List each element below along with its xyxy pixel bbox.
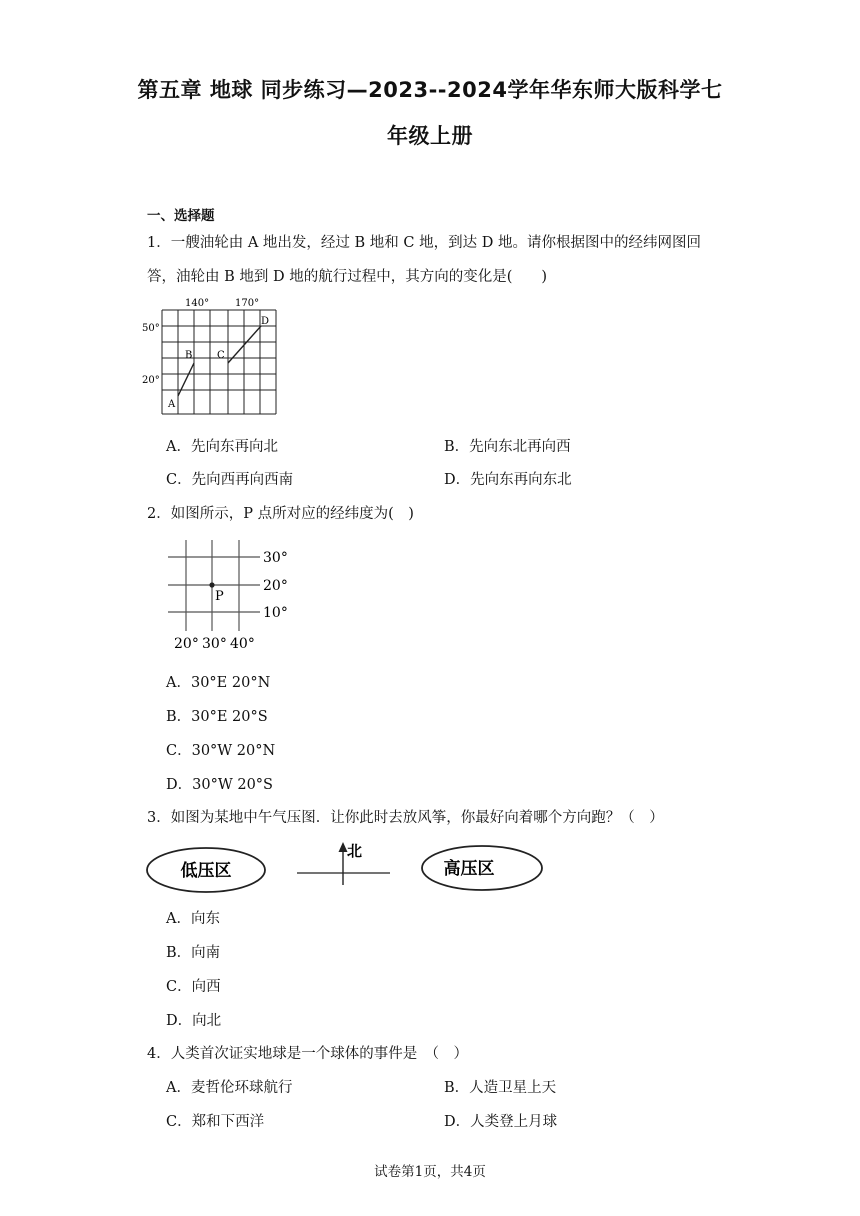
q1-option-c: C．先向西再向西南 xyxy=(166,472,294,488)
q4-option-c: C．郑和下西洋 xyxy=(166,1114,265,1130)
q1-lon-label-140: 140° xyxy=(185,298,210,309)
q3-high-pressure-label: 高压区 xyxy=(443,859,495,879)
q2-lon-label-40: 40° xyxy=(230,636,255,652)
q1-grid-lines xyxy=(162,310,276,414)
q2-option-b: B．30°E 20°S xyxy=(166,709,268,725)
q4-option-a: A．麦哲伦环球航行 xyxy=(166,1080,293,1096)
q1-route-a-to-b xyxy=(178,363,194,396)
page-title-line1: 第五章 地球 同步练习—2023--2024学年华东师大版科学七 xyxy=(137,78,723,102)
q1-option-b: B．先向东北再向西 xyxy=(444,439,571,455)
q1-point-c: C xyxy=(217,350,225,361)
q1-lon-label-170: 170° xyxy=(235,298,260,309)
q4-option-d: D．人类登上月球 xyxy=(444,1114,558,1130)
section-heading: 一、选择题 xyxy=(147,208,215,224)
q2-point-p-marker xyxy=(209,582,214,587)
q2-option-a: A．30°E 20°N xyxy=(166,675,271,691)
q3-north-label: 北 xyxy=(347,842,363,860)
q3-pressure-figure xyxy=(145,836,545,898)
page-footer: 试卷第1页，共4页 xyxy=(374,1164,486,1180)
q2-lat-lon-grid-figure xyxy=(160,538,295,658)
q1-option-d: D．先向东再向东北 xyxy=(444,472,572,488)
q2-lon-label-20: 20° xyxy=(174,636,199,652)
q1-option-a: A．先向东再向北 xyxy=(166,439,278,455)
q3-option-a: A．向东 xyxy=(166,911,220,927)
q3-low-pressure-label: 低压区 xyxy=(180,861,232,881)
q3-option-d: D．向北 xyxy=(166,1013,222,1029)
q1-point-d: D xyxy=(261,316,270,327)
q2-option-d: D．30°W 20°S xyxy=(166,777,273,793)
page-title-line2: 年级上册 xyxy=(387,124,473,148)
q1-point-b: B xyxy=(185,350,193,361)
q2-lon-label-30: 30° xyxy=(202,636,227,652)
q1-lat-label-50: 50° xyxy=(142,323,160,334)
q1-lat-label-20: 20° xyxy=(142,375,160,386)
q2-text: 2．如图所示，P 点所对应的经纬度为( ) xyxy=(147,506,414,522)
q3-option-c: C．向西 xyxy=(166,979,221,995)
q4-option-b: B．人造卫星上天 xyxy=(444,1080,557,1096)
q3-text: 3．如图为某地中午气压图．让你此时去放风筝，你最好向着哪个方向跑？（ ） xyxy=(147,810,664,826)
q1-text-line1: 1．一艘油轮由 A 地出发，经过 B 地和 C 地，到达 D 地。请你根据图中的经纬网图回 xyxy=(147,235,701,251)
q4-text: 4．人类首次证实地球是一个球体的事件是 （ ） xyxy=(147,1046,468,1062)
q3-option-b: B．向南 xyxy=(166,945,221,961)
q1-lat-lon-grid-figure xyxy=(140,296,280,418)
q2-lat-label-10: 10° xyxy=(263,605,288,621)
q1-point-a: A xyxy=(168,399,176,410)
q2-option-c: C．30°W 20°N xyxy=(166,743,276,759)
q2-lat-label-30: 30° xyxy=(263,550,288,566)
q1-text-line2: 答，油轮由 B 地到 D 地的航行过程中，其方向的变化是( ) xyxy=(147,269,548,285)
q2-point-p-label: P xyxy=(215,589,224,604)
q2-lat-label-20: 20° xyxy=(263,578,288,594)
